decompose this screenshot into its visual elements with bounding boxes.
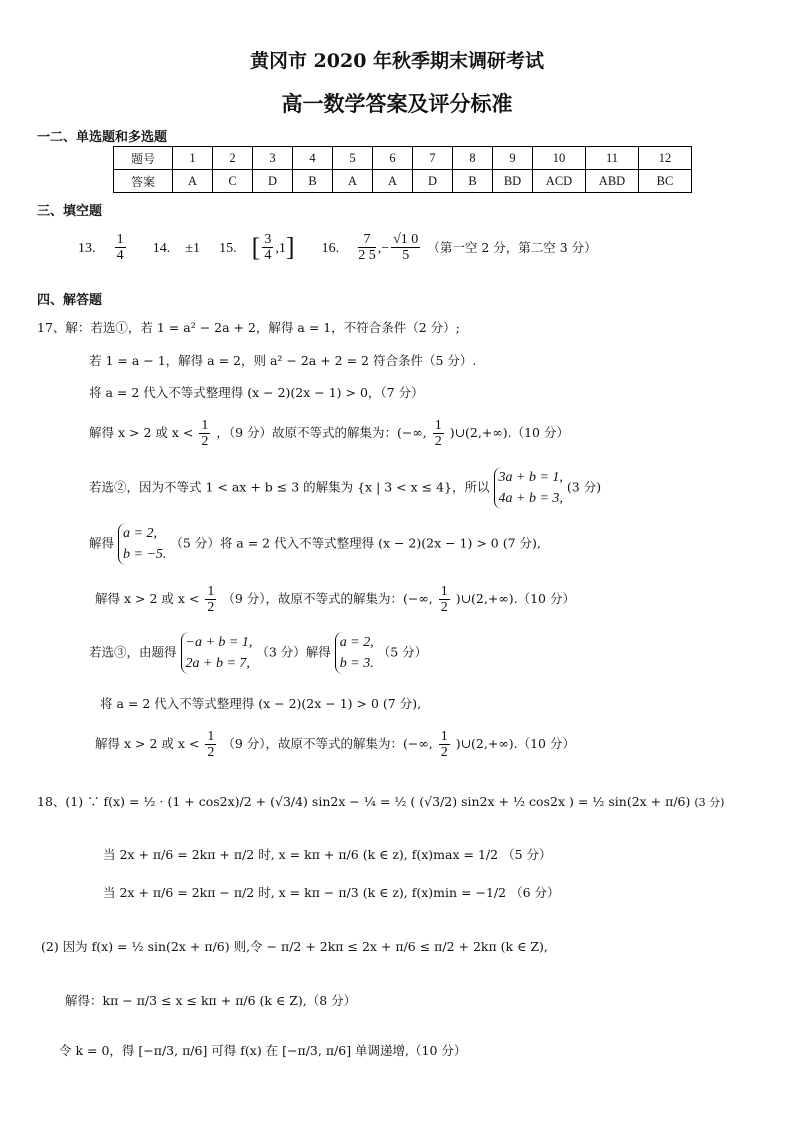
answer-cell: A [333,170,373,193]
denominator: 2 [440,600,448,615]
question-number-cell: 2 [213,147,253,170]
answer-cell: ABD [586,170,639,193]
q14-answer: ±1 [185,241,200,256]
equation: a = 2, [339,635,374,650]
question-number-cell: 9 [493,147,533,170]
question-number-cell: 3 [253,147,293,170]
text: )∪(2,+∞).（10 分） [449,425,569,440]
page-subtitle: 高一数学答案及评分标准 [281,91,513,116]
question-number-cell: 10 [533,147,586,170]
page-title: 黄冈市 2020 年秋季期末调研考试 [249,50,545,72]
q17-line-7 [95,584,575,615]
score: （5 分） [502,847,552,862]
equation: b = 3. [339,656,374,671]
text: 解得 x > 2 或 x < [95,591,200,606]
table-row-numbers [114,147,692,170]
answer-cell: C [213,170,253,193]
numerator: 1 [201,418,209,433]
answer-cell: ACD [533,170,586,193]
numerator: 1 [434,418,442,433]
answer-cell: D [253,170,293,193]
equation: b = −5. [123,547,167,562]
denominator: 2 [207,745,215,760]
question-number-cell: 12 [639,147,692,170]
q16-fraction-a [358,232,376,263]
q16-label: 16. [321,241,340,256]
denominator: 2 5 [358,248,376,263]
text: 18、(1) ∵ f(x) = ½ · (1 + cos2x)/2 + (√3/4) sin2x − ¼ = ½ ( (√3/2) sin2x + ½ cos2x ) = ½ sin(2x + π/6) [37,794,691,809]
q17-line-9: 将 a = 2 代入不等式整理得 (x − 2)(2x − 1) > 0 (7 分), [100,696,422,711]
equation: a = 2, [123,526,157,541]
fraction-half [199,418,210,449]
equation-system [118,523,166,565]
text: 若选③，由题得 [89,644,177,660]
question-number-cell: 5 [333,147,373,170]
table-header-cell: 题号 [114,147,173,170]
question-number-cell: 7 [413,147,453,170]
fraction-half [439,729,450,760]
equation-system [494,467,563,509]
fraction-half [205,729,216,760]
q18-line-6: 令 k = 0，得 [−π/3, π/6] 可得 f(x) 在 [−π/3, π/6] 单调递增,（10 分） [59,1043,467,1058]
q14-label: 14. [152,241,171,256]
table-row-answers [114,170,692,193]
denominator: 2 [434,434,442,449]
fill-answers: 13. $\frac{1}{4}$ 14. ±1 15. [ $\frac{3}{4}$ ,1] 16. $\frac{7}{2 5}$ ,− $\frac{√1 0}{5}$ （第一空 2 分，第二空 3 分） [78,232,597,263]
q13-fraction [115,232,126,263]
text: （9 分），故原不等式的解集为：(−∞, [222,736,433,751]
answer-cell: A [373,170,413,193]
text: )∪(2,+∞).（10 分） [455,591,575,606]
equation: 4a + b = 3, [498,491,563,506]
q17-line-4 [89,418,569,449]
text: （9 分），故原不等式的解集为：(−∞, [222,591,433,606]
q17-line-5 [89,467,601,509]
text: 当 2x + π/6 = 2kπ + π/2 时, x = kπ + π/6 (k ∈ z), f(x)max = 1/2 [103,847,499,862]
numerator: 1 [116,232,124,247]
numerator: 1 [207,584,215,599]
q18-line-4: (2) 因为 f(x) = ½ sin(2x + π/6) 则,令 − π/2 + 2kπ ≤ 2x + π/6 ≤ π/2 + 2kπ (k ∈ Z), [41,939,548,954]
question-number-cell: 4 [293,147,333,170]
question-number-cell: 11 [586,147,639,170]
text: 若选②，因为不等式 1 < ax + b ≤ 3 的解集为 {x | 3 < x ≤ 4}，所以 [89,479,490,495]
score: (3 分) [566,479,602,495]
answer-table [113,146,692,193]
bracket-left: [ [251,232,261,262]
section-heading-fill: 三、填空题 [37,204,103,219]
bracket-right: ] [285,232,295,262]
numerator: 7 [358,232,376,248]
denominator: 4 [264,248,272,263]
section-heading-solutions: 四、解答题 [37,293,103,308]
question-number-cell: 1 [173,147,213,170]
q18-line-1 [37,792,724,810]
text: 解得 x > 2 或 x < [95,736,200,751]
equation: −a + b = 1, [185,635,253,650]
answer-cell: B [293,170,333,193]
numerator: 1 [207,729,215,744]
question-number-cell: 6 [373,147,413,170]
text: )∪(2,+∞).（10 分） [455,736,575,751]
q15-fraction [262,232,273,263]
q18-line-2 [103,845,552,863]
section-heading-choice: 一二、单选题和多选题 [37,130,168,145]
q17-line-3: 将 a = 2 代入不等式整理得 (x − 2)(2x − 1) > 0，（7 分） [89,385,424,400]
q13-label: 13. [78,241,96,256]
text: 当 2x + π/6 = 2kπ − π/2 时, x = kπ − π/3 (k ∈ z), f(x)min = −1/2 [103,885,507,900]
question-number-cell: 8 [453,147,493,170]
q16-fraction-b [391,232,420,263]
fraction-half [433,418,444,449]
score: (3 分) [694,796,725,809]
q16-note: （第一空 2 分，第二空 3 分） [427,240,597,255]
numerator: 1 [440,584,448,599]
text: ，（9 分）故原不等式的解集为：(−∞, [216,425,427,440]
q17-line-2: 若 1 = a − 1，解得 a = 2，则 a² − 2a + 2 = 2 符合条件（5 分）. [89,353,477,368]
answer-cell: D [413,170,453,193]
score: （6 分） [510,885,560,900]
fraction-half [439,584,450,615]
q18-line-5: 解得：kπ − π/3 ≤ x ≤ kπ + π/6 (k ∈ Z),（8 分） [65,993,357,1008]
answer-cell: B [453,170,493,193]
text: （3 分）解得 [256,644,331,660]
equation: 2a + b = 7, [185,656,250,671]
denominator: 2 [440,745,448,760]
answer-cell: BC [639,170,692,193]
equation: 3a + b = 1, [498,470,563,485]
table-header-cell: 答案 [114,170,173,193]
denominator: 2 [207,600,215,615]
q17-line-6 [89,523,541,565]
q15-right: ,1 [275,241,286,256]
numerator: 3 [264,232,272,247]
equation-system [335,632,374,674]
q17-line-10 [95,729,575,760]
fraction-half [205,584,216,615]
answer-cell: BD [493,170,533,193]
numerator: √1 0 [393,232,419,247]
answer-cell: A [173,170,213,193]
q17-line-1: 17、解：若选①，若 1 = a² − 2a + 2，解得 a = 1，不符合条件（2 分）; [37,320,460,335]
q18-line-3 [103,883,560,901]
text: 解得 [89,535,115,551]
equation-system [181,632,253,674]
numerator: 1 [440,729,448,744]
q15-label: 15. [219,241,237,256]
denominator: 4 [116,248,124,263]
denominator: 5 [402,248,410,263]
text: 解得 x > 2 或 x < [89,425,194,440]
denominator: 2 [201,434,209,449]
score: （5 分） [377,644,428,660]
q17-line-8 [89,632,427,674]
text: （5 分）将 a = 2 代入不等式整理得 (x − 2)(2x − 1) > 0 (7 分), [170,535,541,551]
